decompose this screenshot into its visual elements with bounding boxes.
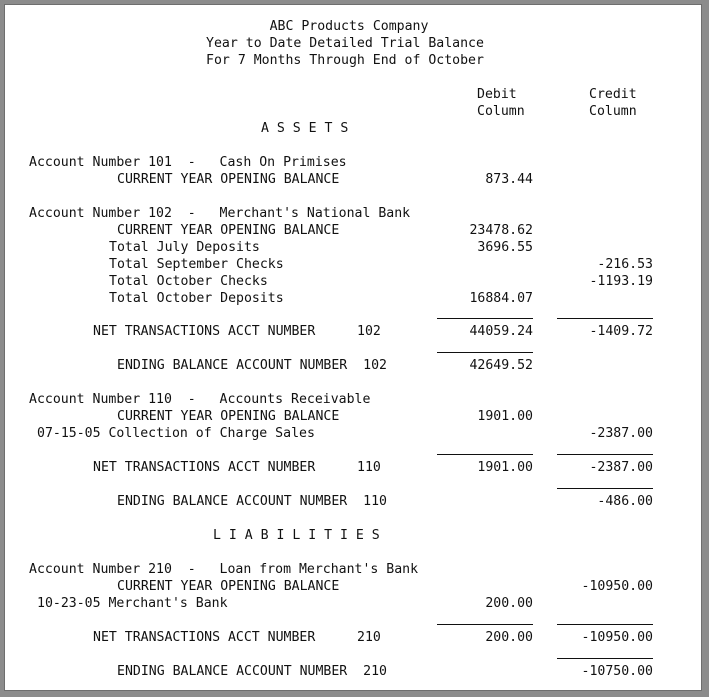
net-transactions-number: 210 <box>357 630 381 645</box>
net-transactions-label: NET TRANSACTIONS ACCT NUMBER <box>93 460 316 475</box>
report-period: For 7 Months Through End of October <box>206 53 484 68</box>
debit-amount: 200.00 <box>485 596 533 611</box>
line-label: Total October Checks <box>109 274 268 289</box>
debit-amount: 873.44 <box>485 172 533 187</box>
ending-debit-amount: 42649.52 <box>469 358 533 373</box>
account-heading-110: Account Number 110 - Accounts Receivable <box>29 392 371 407</box>
total-rule <box>557 318 653 319</box>
company-name: ABC Products Company <box>269 19 429 34</box>
credit-amount: -10950.00 <box>581 579 653 594</box>
opening-balance-label: CURRENT YEAR OPENING BALANCE <box>117 409 340 424</box>
net-transactions-number: 102 <box>357 324 381 339</box>
total-rule <box>437 318 533 319</box>
debit-column-heading-2: Column <box>477 104 525 119</box>
total-rule <box>557 624 653 625</box>
net-credit-amount: -1409.72 <box>589 324 653 339</box>
total-rule <box>557 454 653 455</box>
line-label: 10-23-05 Merchant's Bank <box>37 596 228 611</box>
credit-amount: -2387.00 <box>589 426 653 441</box>
ending-balance-label: ENDING BALANCE ACCOUNT NUMBER 110 <box>117 494 387 509</box>
line-label: Total October Deposits <box>109 291 284 306</box>
line-label: Total September Checks <box>109 257 284 272</box>
total-rule <box>437 454 533 455</box>
net-credit-amount: -10950.00 <box>581 630 653 645</box>
total-rule <box>557 488 653 489</box>
debit-amount: 3696.55 <box>477 240 533 255</box>
debit-column-heading: Debit <box>477 87 517 102</box>
net-debit-amount: 44059.24 <box>469 324 533 339</box>
section-liabilities: L I A B I L I T I E S <box>213 528 380 543</box>
line-label: 07-15-05 Collection of Charge Sales <box>37 426 315 441</box>
section-assets: A S S E T S <box>261 121 349 136</box>
ending-balance-label: ENDING BALANCE ACCOUNT NUMBER 210 <box>117 664 387 679</box>
credit-amount: -216.53 <box>597 257 653 272</box>
net-transactions-label: NET TRANSACTIONS ACCT NUMBER <box>93 324 316 339</box>
debit-amount: 16884.07 <box>469 291 533 306</box>
net-debit-amount: 200.00 <box>485 630 533 645</box>
total-rule <box>557 658 653 659</box>
line-label: Total July Deposits <box>109 240 260 255</box>
net-transactions-number: 110 <box>357 460 381 475</box>
report-title: Year to Date Detailed Trial Balance <box>206 36 484 51</box>
credit-column-heading: Credit <box>589 87 637 102</box>
total-rule <box>437 352 533 353</box>
account-heading-210: Account Number 210 - Loan from Merchant's Bank <box>29 562 419 577</box>
net-transactions-label: NET TRANSACTIONS ACCT NUMBER <box>93 630 316 645</box>
debit-amount: 1901.00 <box>477 409 533 424</box>
ending-credit-amount: -10750.00 <box>581 664 653 679</box>
opening-balance-label: CURRENT YEAR OPENING BALANCE <box>117 579 340 594</box>
credit-amount: -1193.19 <box>589 274 653 289</box>
net-credit-amount: -2387.00 <box>589 460 653 475</box>
opening-balance-label: CURRENT YEAR OPENING BALANCE <box>117 172 340 187</box>
ending-credit-amount: -486.00 <box>597 494 653 509</box>
account-heading-102: Account Number 102 - Merchant's National Bank <box>29 206 411 221</box>
ending-balance-label: ENDING BALANCE ACCOUNT NUMBER 102 <box>117 358 387 373</box>
net-debit-amount: 1901.00 <box>477 460 533 475</box>
debit-amount: 23478.62 <box>469 223 533 238</box>
opening-balance-label: CURRENT YEAR OPENING BALANCE <box>117 223 340 238</box>
account-heading-101: Account Number 101 - Cash On Primises <box>29 155 347 170</box>
total-rule <box>437 624 533 625</box>
credit-column-heading-2: Column <box>589 104 637 119</box>
